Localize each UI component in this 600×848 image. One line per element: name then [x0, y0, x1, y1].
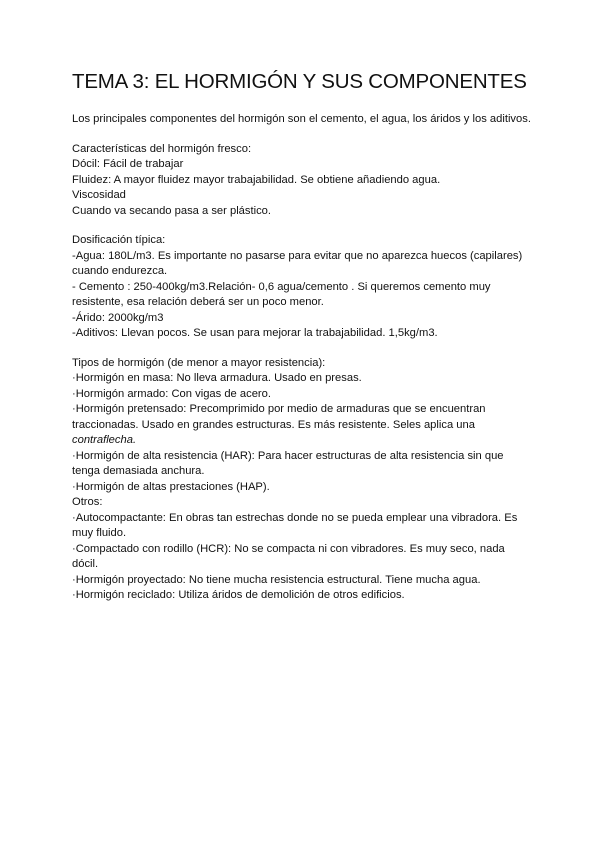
section-0	[72, 112, 552, 128]
section-2	[72, 233, 552, 342]
text-line: ·Hormigón en masa: No lleva armadura. Usado en presas.	[72, 372, 362, 384]
text-line: -Árido: 2000kg/m3	[72, 311, 164, 324]
text-line: Otros:	[72, 496, 103, 508]
text-line: Características del hormigón fresco:	[72, 142, 252, 155]
text-line: cuando endurezca.	[72, 265, 168, 277]
text-line: ·Hormigón reciclado: Utiliza áridos de demolición de otros edificios.	[72, 589, 405, 601]
text-line: Los principales componentes del hormigón son el cemento, el agua, los áridos y los aditivos.	[72, 113, 531, 125]
text-line: Viscosidad	[72, 189, 126, 201]
text-line: resistente, esa relación deberá ser un poco menor.	[72, 296, 324, 308]
text-line: ·Hormigón de alta resistencia (HAR): Para hacer estructuras de alta resistencia sin que	[72, 449, 504, 462]
document-title: TEMA 3: EL HORMIGÓN Y SUS COMPONENTES	[72, 70, 527, 93]
text-line: -Agua: 180L/m3. Es importante no pasarse para evitar que no aparezca huecos (capilares)	[72, 249, 523, 262]
section-3	[72, 356, 552, 604]
text-line: contraflecha.	[72, 434, 137, 446]
text-line: ·Hormigón de altas prestaciones (HAP).	[72, 480, 270, 493]
text-line: ·Hormigón armado: Con vigas de acero.	[72, 387, 271, 400]
text-line: Dosificación típica:	[72, 234, 166, 246]
text-line: Tipos de hormigón (de menor a mayor resistencia):	[72, 356, 326, 369]
text-line: tenga demasiada anchura.	[72, 465, 205, 477]
text-line: traccionadas. Usado en grandes estructuras. Es más resistente. Seles aplica una	[72, 418, 475, 431]
text-line: muy fluido.	[72, 527, 127, 539]
text-line: ·Hormigón proyectado: No tiene mucha resistencia estructural. Tiene mucha agua.	[72, 573, 481, 586]
text-line: Dócil: Fácil de trabajar	[72, 158, 184, 170]
paragraph-spacer	[72, 128, 552, 142]
paragraph-spacer	[72, 342, 552, 356]
text-line: ·Compactado con rodillo (HCR): No se compacta ni con vibradores. Es muy seco, nada	[72, 542, 505, 555]
text-line: - Cemento : 250-400kg/m3.Relación- 0,6 agua/cemento . Si queremos cemento muy	[72, 280, 491, 293]
text-line: -Aditivos: Llevan pocos. Se usan para mejorar la trabajabilidad. 1,5kg/m3.	[72, 327, 438, 339]
document-body	[72, 112, 552, 604]
text-line: Fluidez: A mayor fluidez mayor trabajabilidad. Se obtiene añadiendo agua.	[72, 173, 441, 186]
text-line: ·Autocompactante: En obras tan estrechas donde no se pueda emplear una vibradora. Es	[72, 511, 518, 524]
section-1	[72, 142, 552, 220]
text-line: Cuando va secando pasa a ser plástico.	[72, 204, 272, 217]
text-line: ·Hormigón pretensado: Precomprimido por medio de armaduras que se encuentran	[72, 403, 486, 415]
text-line: dócil.	[72, 558, 99, 570]
paragraph-spacer	[72, 219, 552, 233]
